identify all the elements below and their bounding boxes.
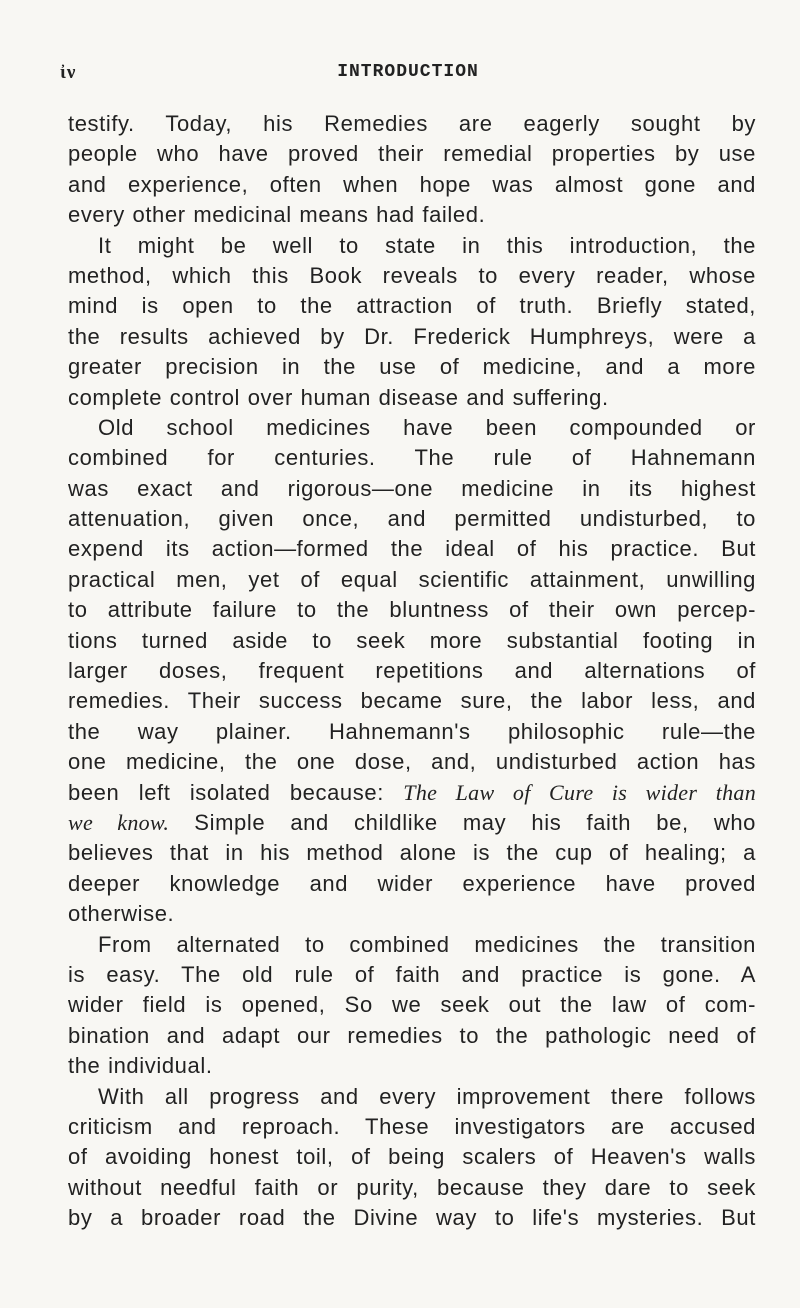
text-line	[68, 474, 756, 504]
line-text: believes that in his method alone is the cup of healing; a	[68, 840, 756, 866]
line-text: to attribute failure to the bluntness of their own percep-	[68, 597, 756, 623]
text-line	[68, 990, 756, 1020]
text-line	[68, 565, 756, 595]
line-text: of avoiding honest toil, of being scalers of Heaven's walls	[68, 1144, 756, 1170]
running-head	[60, 62, 756, 86]
text-line	[68, 504, 756, 534]
line-text: without needful faith or purity, because they dare to seek	[68, 1174, 756, 1200]
line-text: It might be well to state in this introduction, the	[98, 232, 756, 258]
text-line	[68, 626, 756, 656]
text-line	[68, 443, 756, 473]
text-line	[68, 261, 756, 291]
text-line	[68, 869, 756, 899]
line-text: bination and adapt our remedies to the pathologic need of	[68, 1022, 756, 1048]
text-line	[68, 930, 756, 960]
text-line	[68, 1082, 756, 1112]
text-line	[68, 383, 756, 413]
line-text: and experience, often when hope was almost gone and	[68, 171, 756, 197]
text-line	[68, 717, 756, 747]
text-line	[68, 139, 756, 169]
text-line	[68, 231, 756, 261]
text-line	[68, 1173, 756, 1203]
text-line	[68, 899, 756, 929]
line-text: the way plainer. Hahnemann's philosophic rule—the	[68, 718, 756, 744]
text-line	[68, 200, 756, 230]
text-line	[68, 322, 756, 352]
line-text: was exact and rigorous—one medicine in its highest	[68, 475, 756, 501]
line-text: is easy. The old rule of faith and practice is gone. A	[68, 961, 756, 987]
line-text: greater precision in the use of medicine, and a more	[68, 354, 756, 380]
text-line	[68, 747, 756, 777]
text-line	[68, 352, 756, 382]
text-line	[68, 291, 756, 321]
italic-text: we know.	[68, 809, 170, 835]
line-text: by a broader road the Divine way to life's mysteries. But	[68, 1205, 756, 1231]
line-text: remedies. Their success became sure, the labor less, and	[68, 688, 756, 714]
line-text: people who have proved their remedial properties by use	[68, 141, 756, 167]
line-text: practical men, yet of equal scientific attainment, unwilling	[68, 566, 756, 592]
line-text: tions turned aside to seek more substantial footing in	[68, 627, 756, 653]
text-line	[68, 808, 756, 838]
body-text	[68, 109, 756, 1233]
text-line	[68, 595, 756, 625]
line-text: method, which this Book reveals to every reader, whose	[68, 262, 756, 288]
text-line	[68, 1021, 756, 1051]
line-text: expend its action—formed the ideal of his practice. But	[68, 536, 756, 562]
italic-text: The Law of Cure is wider than	[403, 779, 757, 805]
line-text: With all progress and every improvement there follows	[98, 1083, 756, 1109]
line-text: Simple and childlike may his faith be, who	[169, 809, 756, 835]
text-line	[68, 656, 756, 686]
line-text: testify. Today, his Remedies are eagerly sought by	[68, 111, 756, 136]
text-line	[68, 109, 756, 139]
running-title: INTRODUCTION	[337, 62, 479, 82]
line-text: larger doses, frequent repetitions and alternations of	[68, 658, 756, 684]
text-line	[68, 1142, 756, 1172]
text-line	[68, 534, 756, 564]
line-text: complete control over human disease and suffering.	[68, 384, 609, 410]
page-number: ἰν	[60, 62, 77, 83]
line-text: Old school medicines have been compounded or	[98, 414, 756, 440]
line-text: wider field is opened, So we seek out the law of com-	[68, 992, 756, 1018]
line-text: been left isolated because:	[68, 779, 404, 805]
line-text: the individual.	[68, 1053, 213, 1079]
text-line	[68, 1203, 756, 1233]
line-text: attenuation, given once, and permitted undisturbed, to	[68, 506, 756, 532]
text-line	[68, 686, 756, 716]
text-line	[68, 838, 756, 868]
line-text: one medicine, the one dose, and, undisturbed action has	[68, 749, 756, 775]
line-text: mind is open to the attraction of truth. Briefly stated,	[68, 293, 756, 319]
text-line	[68, 960, 756, 990]
line-text: From alternated to combined medicines the transition	[98, 931, 756, 957]
text-line	[68, 1051, 756, 1081]
line-text: every other medicinal means had failed.	[68, 202, 486, 228]
text-line	[68, 170, 756, 200]
line-text: criticism and reproach. These investigators are accused	[68, 1113, 756, 1139]
line-text: combined for centuries. The rule of Hahnemann	[68, 445, 756, 471]
text-line	[68, 1112, 756, 1142]
line-text: the results achieved by Dr. Frederick Humphreys, were a	[68, 323, 756, 349]
text-line	[68, 778, 756, 808]
text-line	[68, 413, 756, 443]
line-text: deeper knowledge and wider experience have proved	[68, 870, 756, 896]
line-text: otherwise.	[68, 901, 175, 927]
